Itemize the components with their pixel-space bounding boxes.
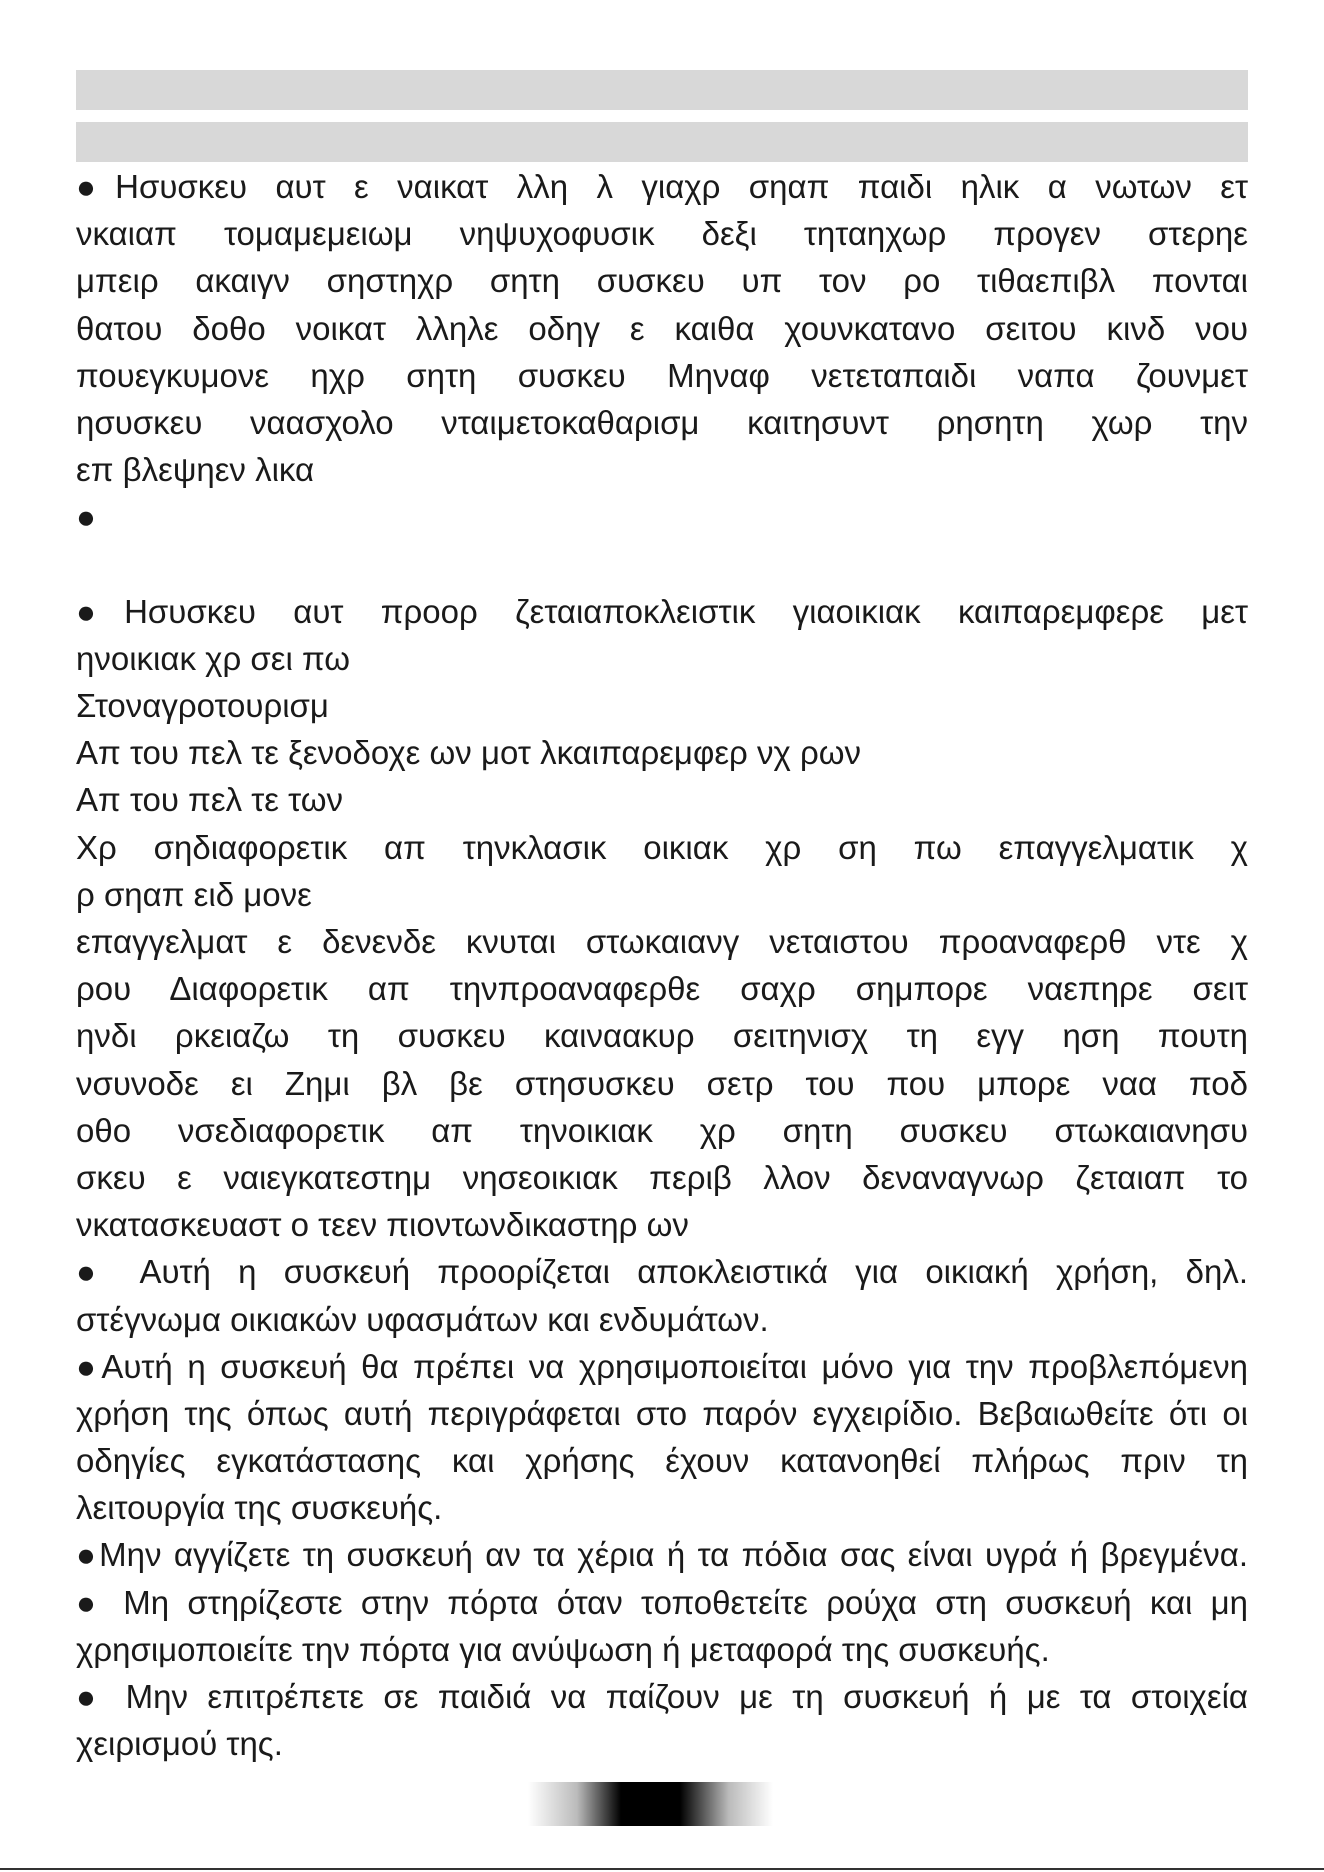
text-line: ηνδι ρκειαζω τη συσκευ καιναακυρ σειτηνισχ τη εγγ ηση πουτη xyxy=(76,1017,1248,1055)
text-line: νσυνοδε ει Ζημι βλ βε στησυσκευ σετρ του που μπορε ναα ποδ xyxy=(76,1064,1248,1102)
bottom-rule xyxy=(0,1868,1324,1870)
text-line: μπειρ ακαιγν σηστηχρ σητη συσκευ υπ τον ρο τιθαεπιβλ πονται xyxy=(76,262,1248,300)
text-line: ●Αυτή η συσκευή θα πρέπει να χρησιμοποιείται μόνο για την προβλεπόμενη xyxy=(76,1347,1248,1385)
text-line: επ βλεψηεν λικα xyxy=(76,451,315,489)
text-line: επαγγελματ ε δενενδε κνυται στωκαιανγ νεταιστου προαναφερθ ντε χ xyxy=(76,923,1248,960)
text-line: ● Αυτή η συσκευή προορίζεται αποκλειστικά για οικιακή χρήση, δηλ. xyxy=(76,1253,1248,1291)
text-line xyxy=(76,541,1248,588)
header-bar-bottom xyxy=(76,122,1248,162)
header-bar-top xyxy=(76,70,1248,110)
text-line: οδηγίες εγκατάστασης και χρήσης έχουν κατανοηθεί πλήρως πριν τη xyxy=(76,1442,1248,1480)
text-line: ●Μην αγγίζετε τη συσκευή αν τα χέρια ή τα πόδια σας είναι υγρά ή βρεγμένα. xyxy=(76,1536,1248,1574)
text-line: ρου Διαφορετικ απ τηνπροαναφερθε σαχρ σημπορε ναεπηρε σειτ xyxy=(76,970,1248,1008)
text-line: οθο νσεδιαφορετικ απ τηνοικιακ χρ σητη συσκευ στωκαιανησυ xyxy=(76,1111,1248,1149)
text-line: ● Μη στηρίζεστε στην πόρτα όταν τοποθετείτε ρούχα στη συσκευή και μη xyxy=(76,1583,1248,1621)
text-line: ● Μην επιτρέπετε σε παιδιά να παίζουν με τη συσκευή ή με τα στοιχεία xyxy=(76,1678,1248,1715)
text-line: θατου δοθο νοικατ λληλε οδηγ ε καιθα χουνκατανο σειτου κινδ νου xyxy=(76,309,1248,347)
text-line: ●Ησυσκευ αυτ ε ναικατ λλη λ γιαχρ σηαπ παιδι ηλικ α νωτων ετ xyxy=(76,168,1248,205)
text-line: νκατασκευαστ ο τεεν πιοντωνδικαστηρ ων xyxy=(76,1206,689,1244)
text-line: στέγνωμα οικιακών υφασμάτων και ενδυμάτων. xyxy=(76,1300,769,1338)
text-line: ●Ησυσκευ αυτ προορ ζεταιαποκλειστικ γιαοικιακ καιπαρεμφερε μετ xyxy=(76,592,1248,630)
text-line: ηνοικιακ χρ σει πω xyxy=(76,639,351,677)
text-line: ● xyxy=(76,498,96,536)
text-line: χρήση της όπως αυτή περιγράφεται στο παρόν εγχειρίδιο. Βεβαιωθείτε ότι οι xyxy=(76,1394,1248,1432)
text-line: Χρ σηδιαφορετικ απ τηνκλασικ οικιακ χρ ση πω επαγγελματικ χ xyxy=(76,828,1248,866)
text-line: πουεγκυμονε ηχρ σητη συσκευ Μηναφ νετεταπαιδι ναπα ζουνμετ xyxy=(76,356,1248,394)
safety-text-body xyxy=(76,163,1248,1767)
page-number-tab xyxy=(528,1782,773,1826)
text-line: λειτουργία της συσκευής. xyxy=(76,1489,443,1527)
text-line: Στοναγροτουρισμ xyxy=(76,687,329,725)
text-line: ησυσκευ ναασχολο νταιμετοκαθαρισμ καιτησυντ ρησητη χωρ την xyxy=(76,403,1248,441)
text-line: Απ του πελ τε των xyxy=(76,781,343,819)
text-line: χειρισμού της. xyxy=(76,1725,283,1763)
text-line: Απ του πελ τε ξενοδοχε ων μοτ λκαιπαρεμφερ νχ ρων xyxy=(76,734,862,772)
text-line: σκευ ε ναιεγκατεστημ νησεοικιακ περιβ λλον δεναναγνωρ ζεταιαπ το xyxy=(76,1158,1248,1196)
text-line: νκαιαπ τομαμεμειωμ νηψυχοφυσικ δεξι τηταηχωρ προγεν στερηε xyxy=(76,215,1248,253)
text-line: χρησιμοποιείτε την πόρτα για ανύψωση ή μεταφορά της συσκευής. xyxy=(76,1630,1050,1668)
text-line: ρ σηαπ ειδ μονε xyxy=(76,875,312,913)
